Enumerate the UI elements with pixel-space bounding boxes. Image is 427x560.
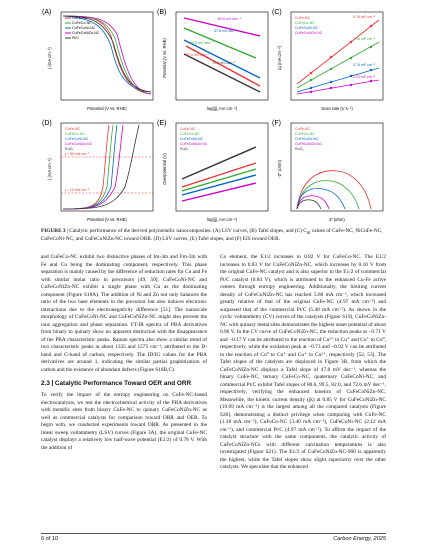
panel-c-xlabel: Scan rate (V s⁻¹) (321, 106, 353, 111)
panel-f-xlabel: Z' (ohm) (329, 217, 345, 222)
panel-c-ann-1: 9.76 mF cm⁻² (353, 15, 376, 19)
panel-a-legend-3: CuFeCoNi-NC (72, 26, 96, 31)
caption-divider: | (66, 228, 70, 234)
panel-a-ylabel: j (mA cm⁻²) (47, 47, 52, 69)
figure-3 (41, 6, 385, 225)
panel-d-j50-label: j = 50 mA cm⁻² (65, 152, 89, 156)
panel-b-ann-3: 99.5 mV dec⁻¹ (190, 41, 214, 45)
right-paragraph-1: Co element, the E1/2 increases to 0.82 V for CuFeCo-NC. The E1/2 increases to 0.83 V for CuFeCoNiZn-NC, which increases by 0.10 V from the original CuFe-NC catalyst and is also superior to the E1/2 of commercial Pt/C catalyst (0.84 V), which is attributed to the enhanced Cu-Fe active centers through entropy engineering. Additionally, the limiting current density of CuFeCoNiZn-NC has reached 5.68 mA cm⁻², which increased greatly relative of that of the original CuFe-NC (4.97 mA cm⁻²) and surpassed that of the commercial Pt/C (5.48 mA cm⁻²). As shown in the cyclic voltammetry (CV) curves of the catalysts (Figure S19), CuFeCoNiZn-NC with quinary metal sites demonstrates the highest onset potential of about 0.96 V. In the CV curve of CuFeCoNiZn-NC, the reduction peaks at −0.71 V and −0.17 V can be attributed to the reaction of Cu²⁺ to Cu⁺ and Cu⁺ to Cu⁰, respectively, while the oxidation peak at −0.73 and −0.92 V can be attributed to the reaction of Cu⁰ to Cu⁺ and Cu⁺ to Cu²⁺, respectively [52, 53]. The Tafel slopes of the catalysts are displayed in Figure 3B, from which the CuFeCoNiZn-NC displays a Tafel slope of 47.8 mV dec⁻¹, whereas the binary CuFe-NC, ternary CuFeCo-NC, quaternary CuFeCoNi-NC, and commercial Pt/C exhibit Tafel slopes of 88.6, 99.5, 82.0, and 72.6 mV dec⁻¹, respectively, verifying the enhanced kinetics of CuFeCoNiZn-NC. Meanwhile, the kinetic current density (jk) at 0.85 V for CuFeCoNiZn-NC (19.69 mA cm⁻²) is the largest among all the compared catalysts (Figure S20), demonstrating a distinct privilege when comparing with CuFe-NC (1.18 mA cm⁻²), CuFeCo-NC (3.40 mA cm⁻²), CuFeCoNi-NC (2.12 mA cm⁻²), and commercial Pt/C (4.97 mA cm⁻²). To affirm the impact of the catalyst structure with the same components, the catalytic activity of CuFeCoNiZn-NCs with different calcination temperatures is also investigated (Figure S21). The E1/2 of CuFeCoNiZn-NC-900 is apparently the highest, while the Tafel slopes show slight superiority over the other catalysts. We speculate that the enhanced (220, 254, 386, 470)
panel-d-letter: (D) (42, 120, 52, 127)
panel-e-line-5 (182, 147, 256, 179)
left-paragraph-1: and CuFeCo-NC exhibit two distinctive phases of Im-3m and Fm-3m with Fe and Cu being the dominating component, respectively. This phase separation is mainly caused by the difference of reduction rates for Cu and Fe with similar molar ratio in precursors [49, 50]. CuFeCoNi-NC and CuFeCoNiZn-NC exhibit a single phase with Cu as the dominating component (Figure S18A). The addition of Ni and Zn not only balances the ratio of the two base elements in the precursor but also induces electronic interactions due to the electronegativity difference [51]. The nanoscale morphology of CuFeCoNi-NC and CuFeCoNiZn-NC might also prevent the ions aggregation and phase separation. FT-IR spectra of PBA derivatives from binary to quinary show no apparent distinction with the disappearance of the PBA characteristic peaks. Raman spectra also show a similar trend of two characteristic peaks at about 1335 and 1575 cm⁻¹, attributed to the D-band and G-band of carbon, respectively. The ID/IG values for the PBA derivatives are around 1, indicating the similar partial graphitization of carbon and the existence of abundant defects (Figure S18B,C). (41, 254, 207, 373)
caption-text: Catalytic performance of the derived polymetallic nanocomposites. (A) LSV curves, (B) Tafel slopes, and (C) C (69, 228, 307, 234)
panel-c-ann-2: 7.04 mF cm⁻² (353, 37, 376, 41)
panel-c-ann-3: 3.76 mF cm⁻² (353, 63, 376, 67)
panel-e-ylabel: Overpotential (V) (162, 153, 167, 185)
panel-c-legend-1: CuFe-NC (295, 16, 311, 20)
panel-d-xlabel: Potential (V vs. RHE) (87, 217, 127, 222)
panel-d-j10-label: j = 10 mA cm⁻² (65, 188, 89, 192)
panel-c-ylabel: Δj (mA cm⁻²) (277, 45, 282, 71)
panel-d-legend-2: CuFeCo-NC (65, 132, 85, 136)
panel-e-legend (180, 127, 208, 151)
panel-b-ann-4: 82.0 mV dec⁻¹ (186, 53, 210, 57)
panel-e-xlabel: log(|j|, mA cm⁻²) (206, 217, 238, 222)
panel-d-legend-3: CuFeCoNi-NC (65, 137, 89, 141)
panel-e-chart (156, 117, 270, 225)
panel-c-legend-2: CuFeCo-NC (295, 21, 315, 25)
panel-c-ann-4: 2.22 mF cm⁻² (353, 75, 376, 79)
panel-a-letter: (A) (42, 9, 52, 16)
panel-f-legend-2: CuFeCo-NC (295, 132, 315, 136)
panel-b (156, 6, 270, 114)
section-title: Catalytic Performance Toward OER and ORR (54, 380, 192, 387)
footer (41, 536, 386, 546)
panel-f (271, 117, 385, 225)
panel-e-line-1 (182, 163, 256, 187)
panel-b-line-1 (186, 46, 260, 86)
caption-label: FIGURE 3 (41, 228, 66, 234)
panel-e-line-2 (182, 169, 256, 191)
panel-d (41, 117, 155, 225)
panel-e-legend-4: CuFeCoNiZn-NC (180, 142, 208, 146)
panel-b-ann-2: 47.8 mV dec⁻¹ (214, 29, 238, 33)
panel-c-line-3 (297, 68, 379, 92)
panel-c-annotations (353, 15, 376, 79)
panel-a-chart (41, 6, 155, 114)
panel-c-legend-4: CuFeCoNiZn-NC (295, 31, 323, 35)
panel-a-legend (65, 16, 100, 40)
panel-f-chart (271, 117, 385, 225)
panel-c (271, 6, 385, 114)
panel-f-legend-5: RuO₂ (295, 147, 304, 151)
caption-sub: dl (306, 230, 311, 236)
panel-a-legend-4: CuFeCoNiZn-NC (72, 31, 100, 36)
journal-name: Carbon Energy, 2025 (333, 536, 386, 542)
panel-f-legend-4: CuFeCoNiZn-NC (295, 142, 323, 146)
caption-text-2: values of CuFe-NC, NiCuFe-NC, CuFeCoNi-NC, and CuFeCoNiZn-NC toward ORR. (D) LSV curves, (E) Tafel slopes, and (F) EIS toward OER. (41, 228, 383, 243)
left-paragraph-2: To verify the impact of the entropy engineering on CuFe-NC-based electrocatalysts, we test the electrochemical activity of the PBA derivatives with metallic sites from binary CuFe-NC to quinary CuFeCoNiZn-NC as well as commercial catalysts for comparison toward ORR and OER. To begin with, we conducted experiments toward ORR. As presented in the linear sweep voltammetry (LSV) curves (Figure 3A), the original CuFe-NC catalyst displays a relatively low half-wave potential (E1/2) of 0.78 V. With the addition of (41, 392, 207, 451)
right-column (220, 254, 386, 472)
panel-a (41, 6, 155, 114)
page-number: 6 of 10 (41, 536, 59, 542)
panel-a-xlabel: Potential (V vs. RHE) (87, 106, 127, 111)
panel-f-arc-5 (297, 200, 321, 209)
panel-e-legend-2: CuFeCo-NC (180, 132, 200, 136)
panel-f-letter: (F) (272, 120, 281, 127)
panel-f-arc-2 (297, 181, 359, 209)
panel-b-chart (156, 6, 270, 114)
panel-c-legend-3: CuFeCoNi-NC (295, 26, 319, 30)
panel-e-letter: (E) (157, 120, 167, 127)
panel-c-letter: (C) (272, 9, 282, 16)
panel-f-arc-4 (297, 196, 329, 209)
panel-d-legend (65, 127, 93, 151)
figure-caption (41, 228, 386, 243)
left-column (41, 254, 207, 452)
panel-f-arc-1 (297, 171, 371, 209)
panel-d-legend-5: RuO₂ (65, 147, 74, 151)
panel-c-legend (295, 16, 323, 35)
panel-d-legend-4: CuFeCoNiZn-NC (65, 142, 93, 146)
panel-e-legend-5: RuO₂ (180, 147, 189, 151)
panel-b-ylabel: Potential (V vs. RHE) (162, 38, 167, 78)
panel-f-legend-3: CuFeCoNi-NC (295, 137, 319, 141)
panel-d-chart (41, 117, 155, 225)
panel-b-letter: (B) (157, 9, 167, 16)
panel-d-ylabel: j (mA cm⁻²) (47, 158, 52, 180)
panel-e-legend-1: CuFe-NC (180, 127, 196, 131)
panel-a-legend-1: CuFe-NC (72, 16, 88, 21)
panel-a-legend-5: Pt/C (72, 36, 79, 41)
panel-b-ann-1: 89.6 mV dec⁻¹ (218, 17, 242, 21)
panel-f-ylabel: -Z'' (ohm) (277, 160, 282, 178)
panel-b-ann-5: 72.6 mV dec⁻¹ (212, 61, 236, 65)
panel-c-chart (271, 6, 385, 114)
panel-e-legend-3: CuFeCoNi-NC (180, 137, 204, 141)
footer-rule (41, 533, 386, 534)
panel-d-legend-1: CuFe-NC (65, 127, 81, 131)
panel-f-legend (295, 127, 323, 151)
section-number: 2.3 (41, 380, 50, 387)
panel-f-legend-1: CuFe-NC (295, 127, 311, 131)
section-heading (41, 380, 207, 388)
panel-b-xlabel: log(|j|, mA cm⁻²) (206, 106, 238, 111)
panel-a-legend-2: CuFeCo-NC (72, 21, 92, 26)
panel-c-line-4 (297, 80, 379, 94)
section-bar (52, 380, 53, 386)
panel-e (156, 117, 270, 225)
